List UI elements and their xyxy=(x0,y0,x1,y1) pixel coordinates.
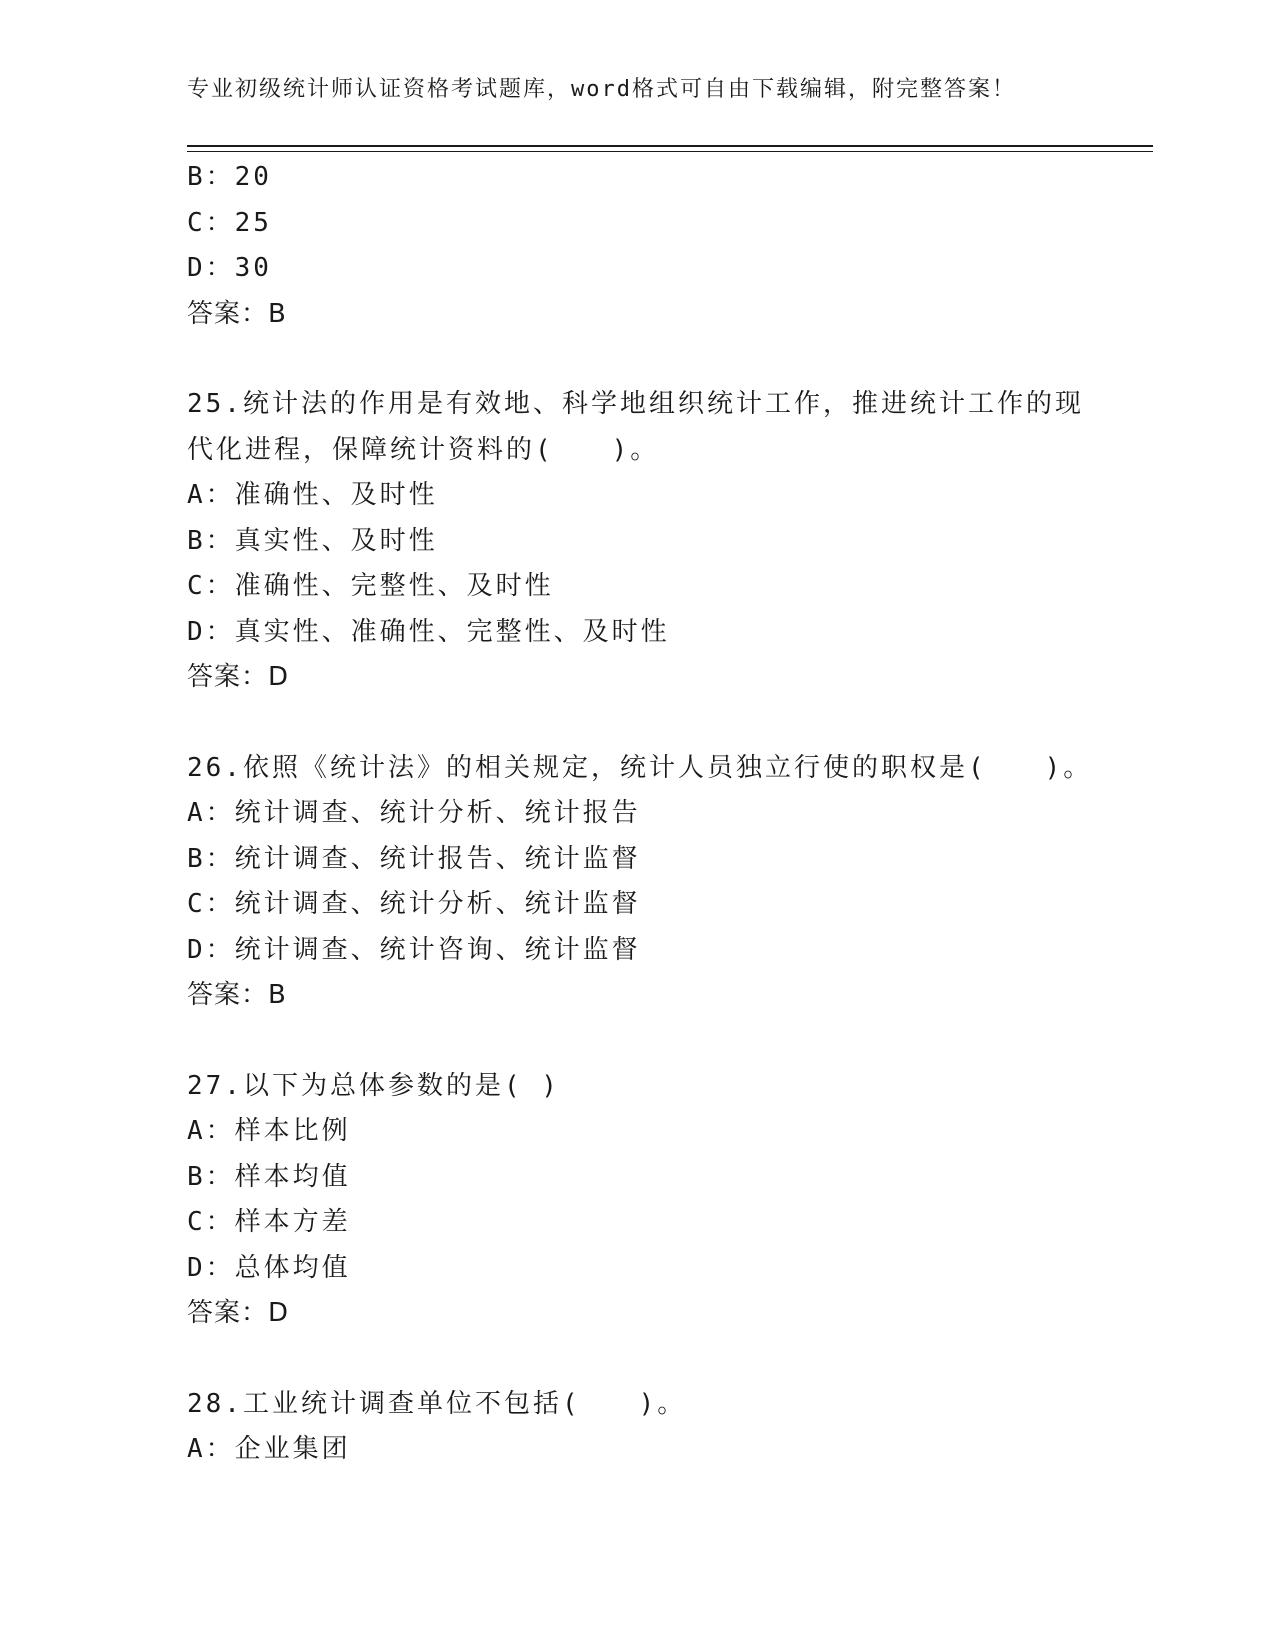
option-line xyxy=(187,519,1087,565)
question-25 xyxy=(187,382,1087,701)
option-text: 真实性、及时性 xyxy=(234,525,438,556)
question-stem: 25.统计法的作用是有效地、科学地组织统计工作，推进统计工作的现 xyxy=(187,389,1084,419)
question-stem: 26.依照《统计法》的相关规定，统计人员独立行使的职权是( )。 xyxy=(187,752,1093,783)
option-text: 统计调查、统计咨询、统计监督 xyxy=(234,934,641,965)
question-26 xyxy=(187,746,1093,1019)
continued-question xyxy=(187,155,1087,337)
option-label: B： xyxy=(187,843,235,874)
option-text: 总体均值 xyxy=(234,1252,351,1283)
option-text: 真实性、准确性、完整性、及时性 xyxy=(234,616,670,647)
option-label: C： xyxy=(187,207,235,238)
question-stem: 28.工业统计调查单位不包括( )。 xyxy=(187,1388,687,1419)
option-text: 样本均值 xyxy=(234,1161,351,1192)
option-line xyxy=(187,1246,1087,1292)
option-label: D： xyxy=(187,1252,235,1283)
page-header: 专业初级统计师认证资格考试题库，word格式可自由下载编辑，附完整答案！ xyxy=(187,77,1016,102)
answer-line: 答案：B xyxy=(187,980,287,1010)
option-text: 25 xyxy=(234,207,272,238)
option-text: 准确性、及时性 xyxy=(234,480,438,510)
option-label: C： xyxy=(187,1207,235,1237)
answer-line: 答案：D xyxy=(187,662,290,692)
option-label: C： xyxy=(187,889,235,919)
option-line xyxy=(187,791,1087,837)
option-line xyxy=(187,1155,1087,1201)
option-line xyxy=(187,1427,1087,1473)
option-line xyxy=(187,928,1087,974)
option-label: A： xyxy=(187,798,235,828)
option-text: 样本方差 xyxy=(234,1207,351,1237)
option-line xyxy=(187,837,1087,883)
option-line xyxy=(187,564,1087,610)
option-line xyxy=(187,201,1087,247)
option-line xyxy=(187,473,1087,519)
question-stem: 27.以下为总体参数的是( ) xyxy=(187,1070,560,1101)
option-line xyxy=(187,155,1087,201)
document-body xyxy=(187,155,1093,1473)
option-line xyxy=(187,610,1087,656)
option-text: 20 xyxy=(234,162,272,192)
option-line xyxy=(187,1109,1087,1155)
option-label: D： xyxy=(187,616,235,647)
header-rule xyxy=(187,145,1153,152)
option-label: A： xyxy=(187,1434,235,1464)
option-label: B： xyxy=(187,525,235,556)
option-text: 30 xyxy=(234,253,272,283)
option-label: B： xyxy=(187,1161,235,1192)
option-text: 统计调查、统计分析、统计监督 xyxy=(234,889,641,919)
question-27 xyxy=(187,1064,1087,1337)
option-text: 企业集团 xyxy=(234,1434,351,1464)
option-text: 统计调查、统计报告、统计监督 xyxy=(234,843,641,874)
option-line xyxy=(187,1200,1087,1246)
option-label: C： xyxy=(187,571,235,601)
option-line xyxy=(187,882,1087,928)
question-stem: 代化进程，保障统计资料的( )。 xyxy=(187,434,660,465)
answer-line: 答案：D xyxy=(187,1298,290,1328)
option-text: 准确性、完整性、及时性 xyxy=(234,571,554,601)
option-label: D： xyxy=(187,934,235,965)
answer-line: 答案：B xyxy=(187,298,287,329)
question-28 xyxy=(187,1382,1087,1473)
option-label: A： xyxy=(187,480,235,510)
option-label: D： xyxy=(187,253,235,283)
option-label: A： xyxy=(187,1116,235,1146)
option-text: 样本比例 xyxy=(234,1116,351,1146)
option-label: B： xyxy=(187,162,235,192)
option-text: 统计调查、统计分析、统计报告 xyxy=(234,798,641,828)
option-line xyxy=(187,246,1087,292)
